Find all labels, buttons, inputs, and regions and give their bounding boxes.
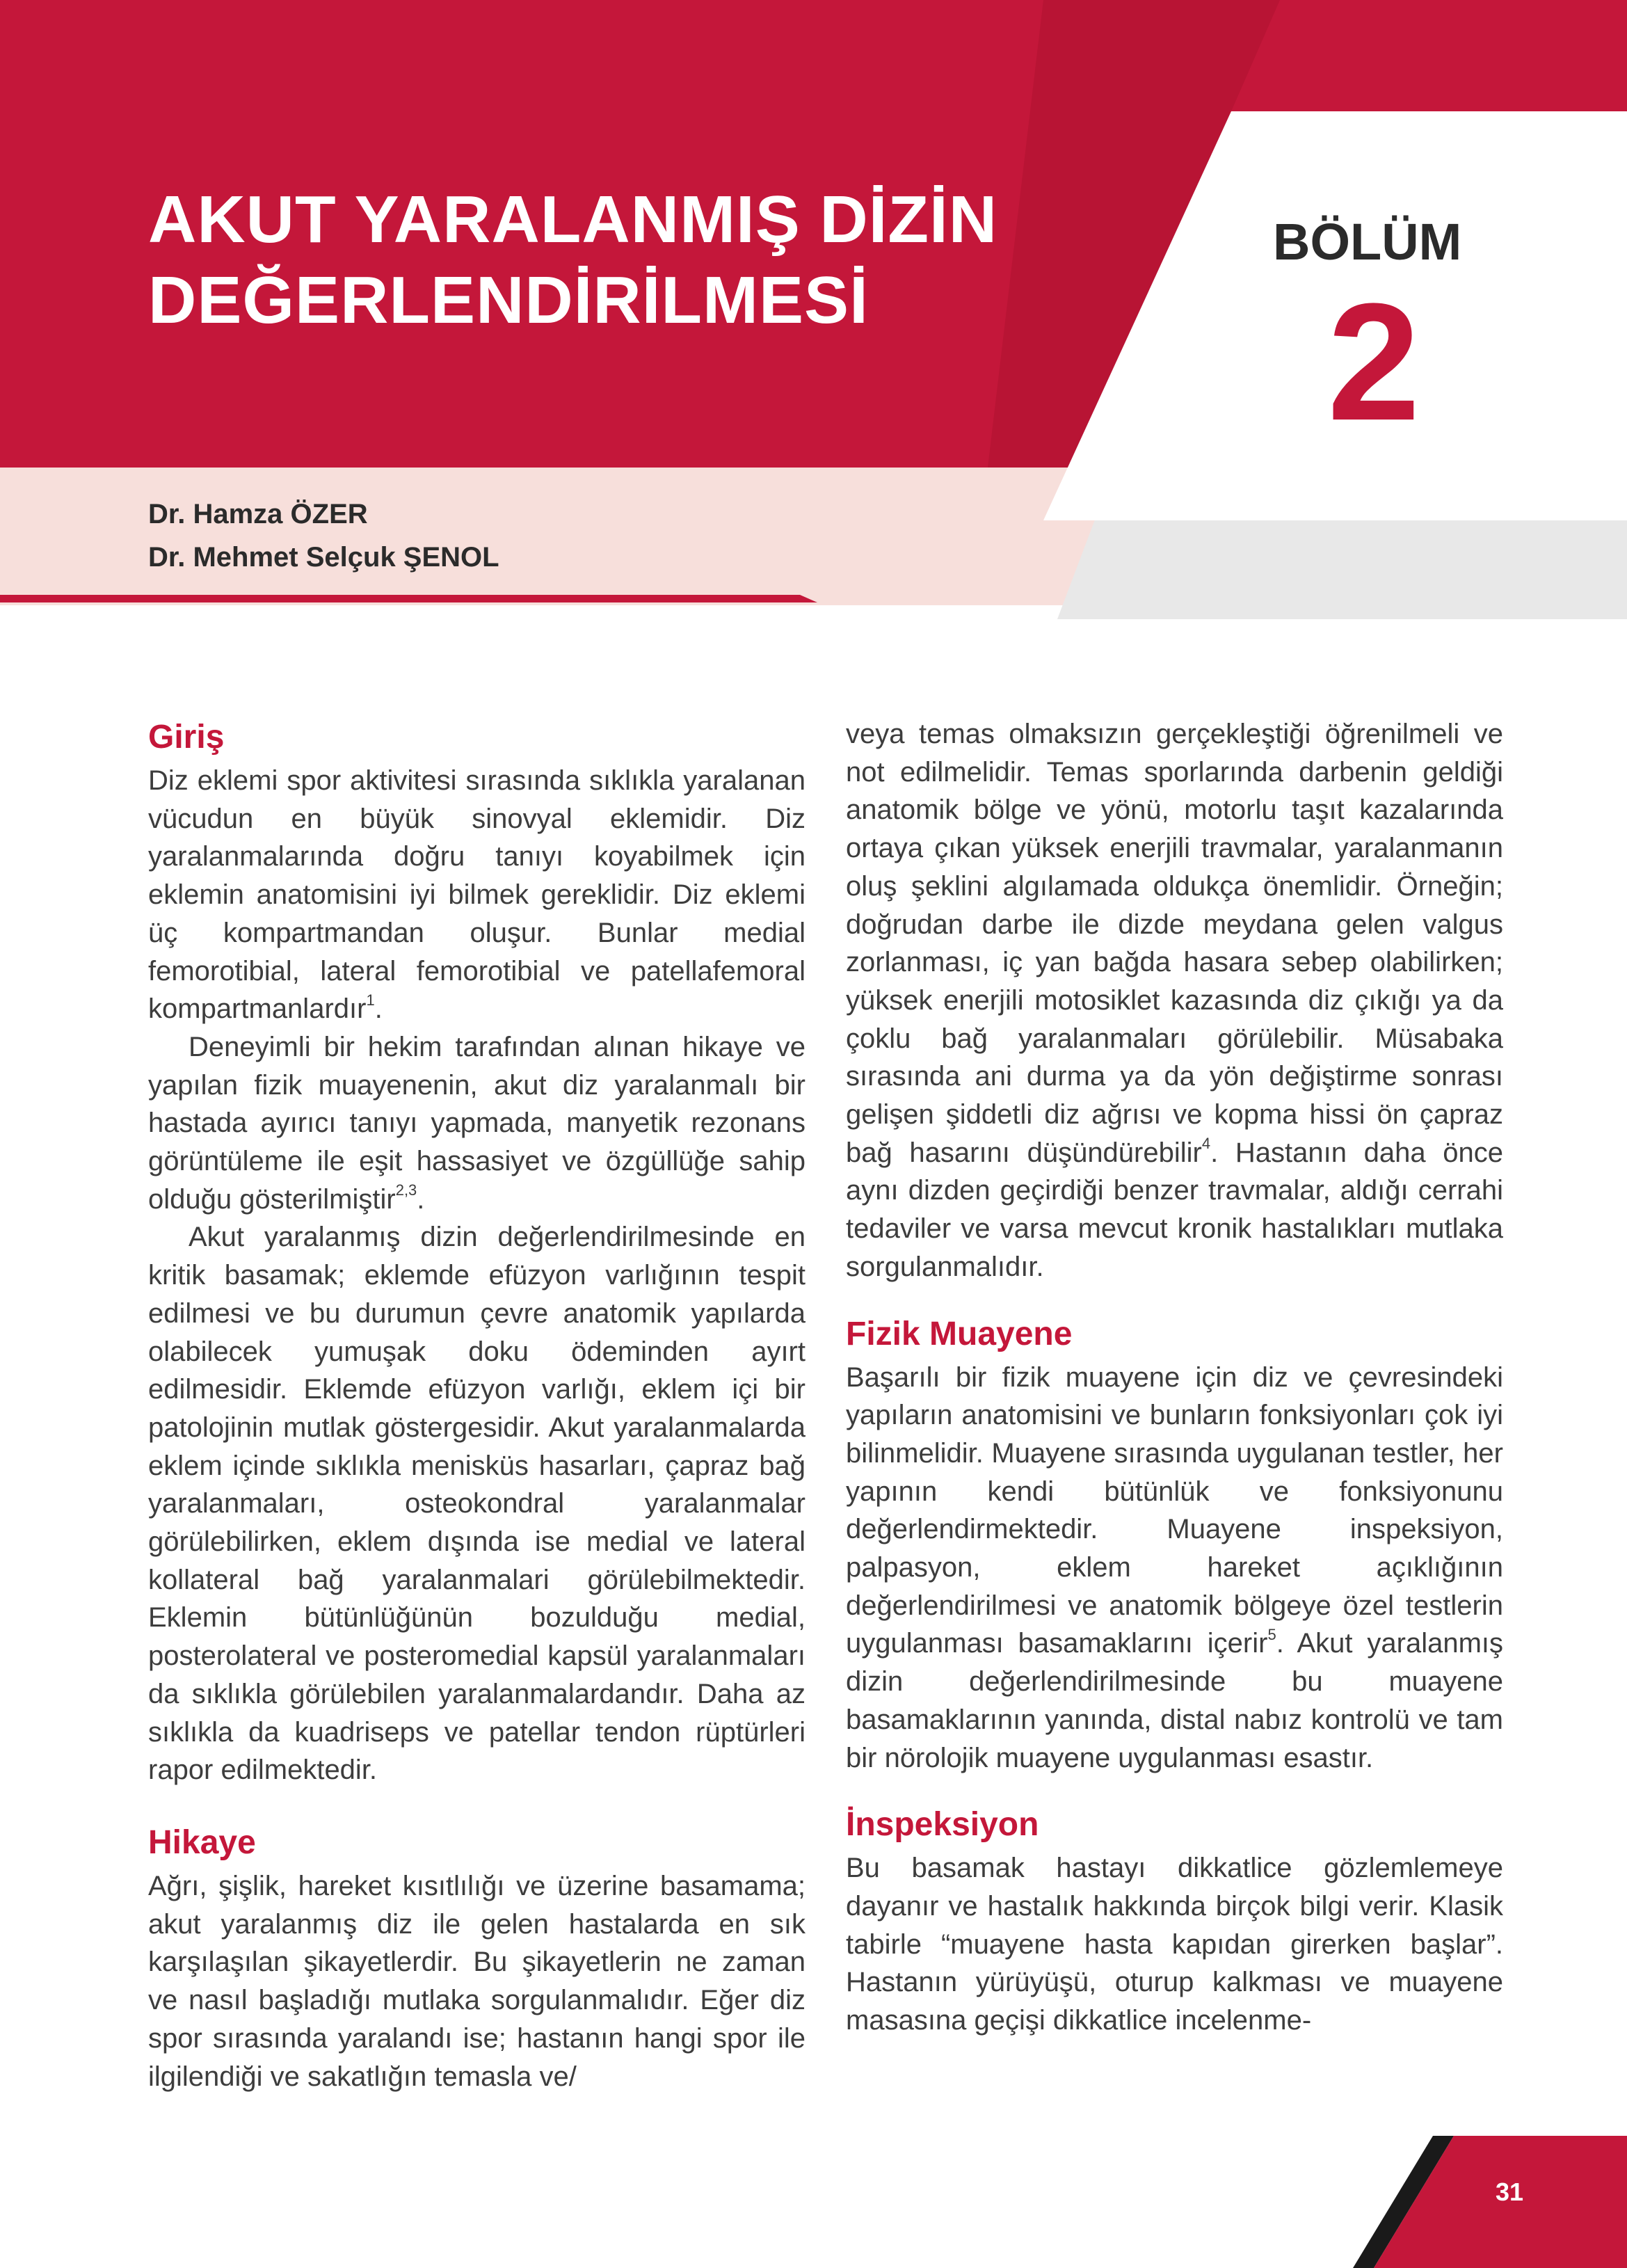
author-list [148,493,499,579]
author-band-underline [0,595,817,602]
chapter-number: 2 [1327,269,1420,455]
author-2: Dr. Mehmet Selçuk ŞENOL [148,542,499,573]
chapter-title-line-1: AKUT YARALANMIŞ DİZİN [148,182,998,257]
page-number: 31 [1495,2178,1524,2206]
paragraph: Diz eklemi spor aktivitesi sırasında sıklıkla yaralanan vücudun en büyük sinovyal eklemidir. Diz yaralanmalarında doğru tanıyı koyabilmek için eklemin anatomisini iyi bilmek gereklidir. Diz eklemi üç kompartmandan oluşur. Bunlar medial femorotibial, lateral femorotibial ve patellafemoral kompartmanlardır$^1$. [148,765,806,1025]
chapter-label: BÖLÜM [1273,213,1462,271]
paragraph: veya temas olmaksızın gerçekleştiği öğrenilmeli ve not edilmelidir. Temas sporlarında darbenin geldiği anatomik bölge ve yönü, motorlu taşıt kazalarında ortaya çıkan yüksek enerjili travmalar, yaralanmanın oluş şeklini algılamada oldukça önemlidir. Örneğin; doğrudan darbe ile dizde meydana gelen valgus zorlanması, iç yan bağda hasara sebep olabilirken; yüksek enerjili motosiklet kazasında diz çıkığı ya da çoklu bağ yaralanmaları görülebilir. Müsabaka sırasında ani durma ya da yön değiştirme sonrası gelişen şiddetli diz ağrısı ve kopma hissi ön çapraz bağ hasarını düşündürebilir$^4$. Hastanın daha önce aynı dizden geçirdiği benzer travmalar, aldığı cerrahi tedaviler ve varsa mevcut kronik hastalıkları mutlaka sorgulanmalıdır. [846,719,1504,1282]
chapter-title-line-2: DEĞERLENDİRİLMESİ [148,263,869,337]
chapter-title [148,179,1178,341]
citation: 2,3 [395,1181,417,1199]
paragraph: Akut yaralanmış dizin değerlendirilmesinde en kritik basamak; eklemde efüzyon varlığının tespit edilmesi ve bu durumun çevre anatomik yapılarda olabilecek yumuşak doku ödeminden ayırt edilmesidir. Eklemde efüzyon varlığı, eklem içi bir patolojinin mutlak göstergesidir. Akut yaralanmalarda eklem içinde sıklıkla menisküs hasarları, çapraz bağ yaralanmaları, osteokondral yaralanmalar görülebilirken, eklem dışında ise medial ve lateral kollateral bağ yaralanmalari görülebilmektedir. Eklemin bütünlüğünün bozulduğu medial, posterolateral ve posteromedial kapsül yaralanmaları da sıklıkla görülebilen yaralanmalardandır. Daha az sıklıkla da kuadriseps ve patellar tendon rüptürleri rapor edilmektedir. [148,1222,806,1786]
paragraph: Başarılı bir fizik muayene için diz ve çevresindeki yapıların anatomisini ve bunların fonksiyonları çok iyi bilinmelidir. Muayene sırasında uygulanan testler, her yapının kendi bütünlük ve fonksiyonunu değerlendirmektedir. Muayene inspeksiyon, palpasyon, eklem hareket açıklığının değerlendirilmesi ve anatomik bölgeye özel testlerin uygulanması basamaklarını içerir$^5$. Akut yaralanmış dizin değerlendirilmesinde bu muayene basamaklarının yanında, distal nabız kontrolü ve tam bir nörolojik muayene uygulanması esastır. [846,1361,1503,1773]
paragraph: Bu basamak hastayı dikkatlice gözlemlemeye dayanır ve hastalık hakkında birçok bilgi verir. Klasik tabirle “muayene hasta kapıdan girerken başlar”. Hastanın yürüyüşü, oturup kalkması ve muayene masasına geçişi dikkatlice incelenme- [846,1853,1503,2036]
section-heading-hikaye: Hikaye [148,1823,256,1861]
citation: 1 [366,991,375,1009]
section-heading-giris: Giriş [148,719,225,756]
citation: 5 [1267,1626,1276,1644]
paragraph: Deneyimli bir hekim tarafından alınan hikaye ve yapılan fizik muayenenin, akut diz yaralanmalı bir hastada ayırıcı tanıyı yapmada, manyetik rezonans görüntüleme ile eşit hassasiyet ve özgüllüğe sahip olduğu gösterilmiştir$^{2,3}$. [148,1031,806,1215]
right-accent-strip [1231,0,1627,111]
section-heading-fizik-muayene: Fizik Muayene [846,1315,1073,1352]
page-footer-graphic [0,2136,1627,2268]
right-column [846,715,1503,2040]
paragraph: Ağrı, şişlik, hareket kısıtlılığı ve üzerine basamama; akut yaralanmış diz ile gelen hastalarda en sık karşılaşılan şikayetlerdir. Bu şikayetlerin ne zaman ve nasıl başladığı mutlaka sorgulanmalıdır. Eğer diz spor sırasında yaralandı ise; hastanın hangi spor ile ilgilendiği ve sakatlığın temasla ve/ [148,1870,806,2092]
citation: 4 [1201,1135,1211,1153]
author-1: Dr. Hamza ÖZER [148,499,368,529]
left-column [148,713,806,2095]
section-heading-inspeksiyon: İnspeksiyon [846,1806,1039,1844]
